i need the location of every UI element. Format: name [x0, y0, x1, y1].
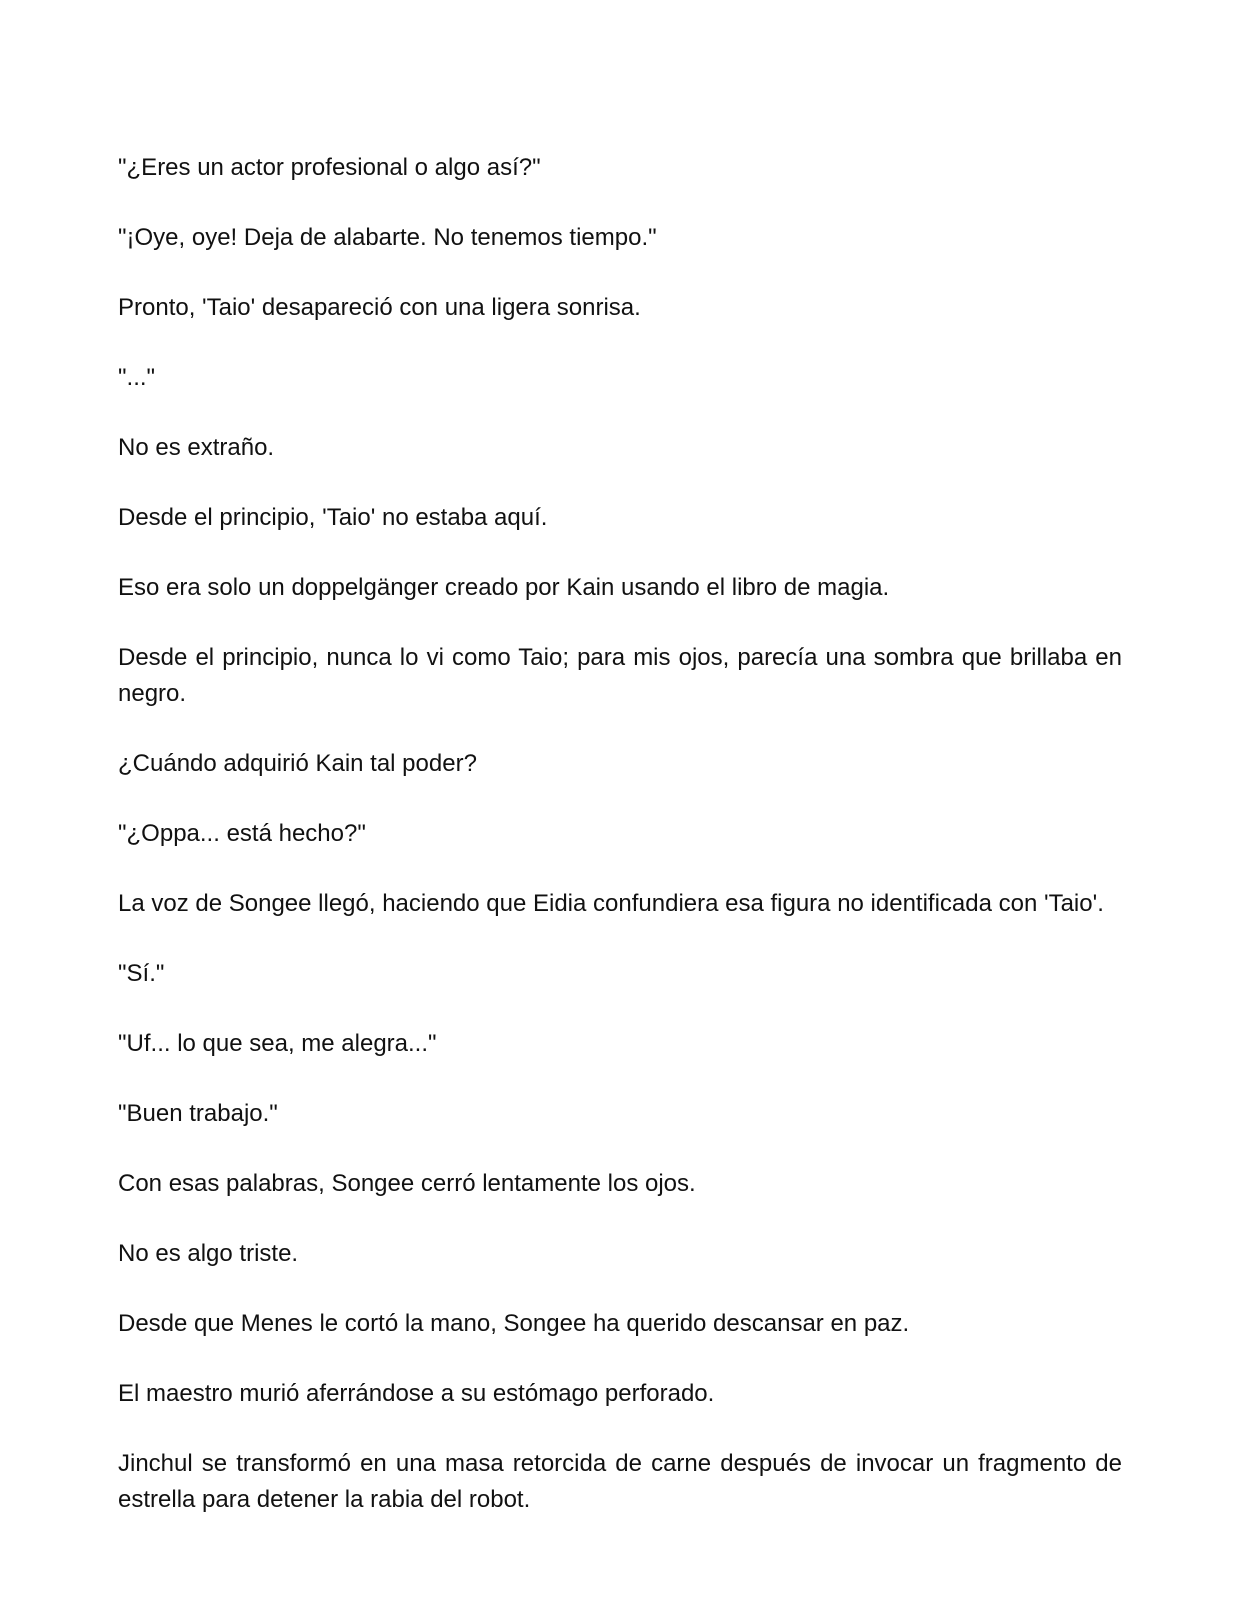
- paragraph: Con esas palabras, Songee cerró lentamente los ojos.: [118, 1170, 696, 1197]
- paragraph: La voz de Songee llegó, haciendo que Eidia confundiera esa figura no identificada con 'Taio'.: [118, 890, 1104, 917]
- paragraph: Desde que Menes le cortó la mano, Songee ha querido descansar en paz.: [118, 1310, 910, 1337]
- paragraph: Desde el principio, nunca lo vi como Taio; para mis ojos, parecía una sombra que brillaba en negro.: [118, 644, 1122, 707]
- paragraph: "...": [118, 364, 156, 391]
- paragraph: No es extraño.: [118, 434, 275, 461]
- paragraph: El maestro murió aferrándose a su estómago perforado.: [118, 1380, 715, 1407]
- paragraph: "Sí.": [118, 960, 165, 987]
- paragraph: Pronto, 'Taio' desapareció con una ligera sonrisa.: [118, 294, 641, 321]
- paragraph: "Buen trabajo.": [118, 1100, 278, 1127]
- paragraph: "¿Oppa... está hecho?": [118, 820, 366, 847]
- paragraph: Eso era solo un doppelgänger creado por Kain usando el libro de magia.: [118, 574, 890, 601]
- paragraph: Desde el principio, 'Taio' no estaba aquí.: [118, 504, 548, 531]
- document-body: [118, 150, 1122, 1552]
- paragraph: No es algo triste.: [118, 1240, 299, 1267]
- paragraph: "Uf... lo que sea, me alegra...": [118, 1030, 437, 1057]
- paragraph: "¡Oye, oye! Deja de alabarte. No tenemos tiempo.": [118, 224, 657, 251]
- paragraph: ¿Cuándo adquirió Kain tal poder?: [118, 750, 477, 777]
- paragraph: Jinchul se transformó en una masa retorcida de carne después de invocar un fragmento de estrella para detener la rabia del robot.: [118, 1450, 1122, 1513]
- paragraph: "¿Eres un actor profesional o algo así?": [118, 154, 541, 181]
